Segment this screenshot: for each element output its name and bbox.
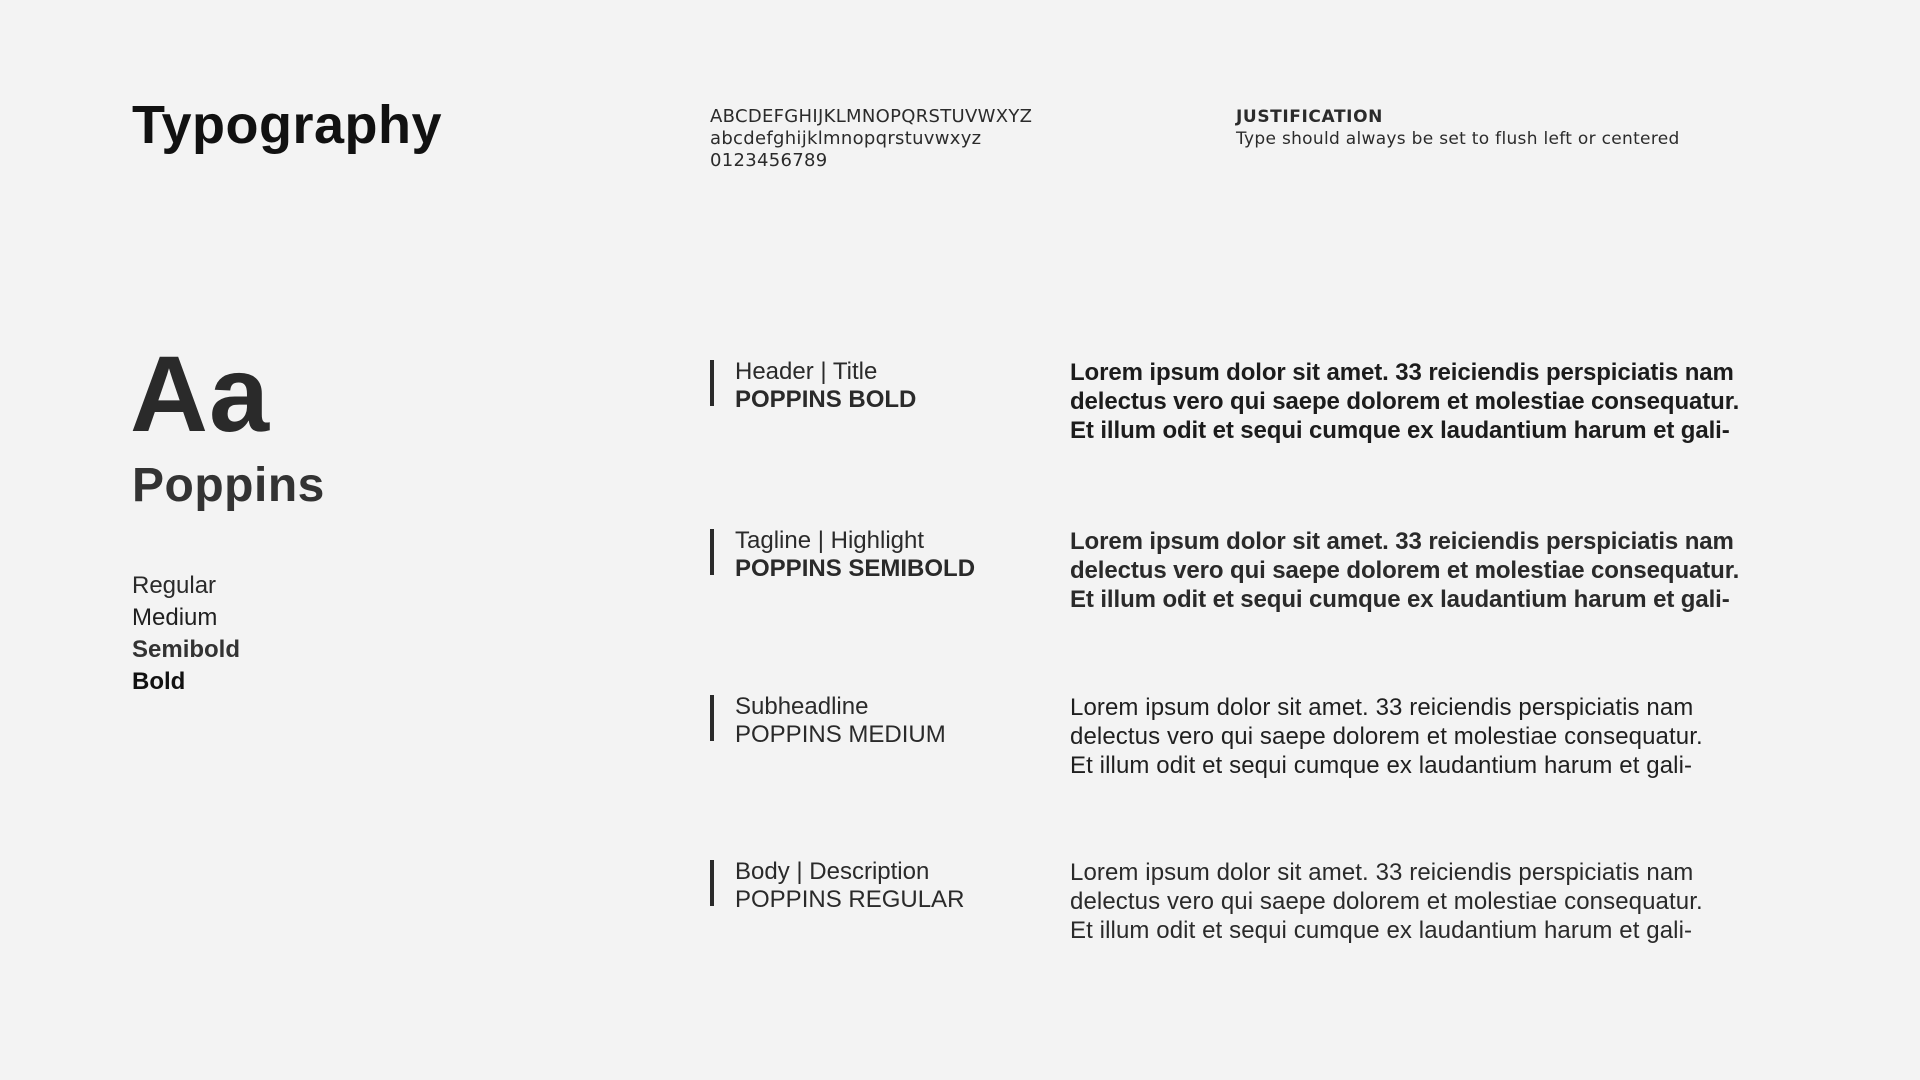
- weights-list: [132, 570, 240, 698]
- style-row-body: [710, 858, 1810, 958]
- accent-bar: [710, 860, 714, 906]
- style-name: Subheadline: [735, 693, 869, 720]
- weight-medium: Medium: [132, 604, 218, 631]
- accent-bar: [710, 529, 714, 575]
- specimen-glyphs: Aa: [130, 333, 271, 454]
- sample-line: delectus vero qui saepe dolorem et molestiae consequatur.: [1070, 723, 1703, 750]
- sample-line: Et illum odit et sequi cumque ex laudantium harum et gali-: [1070, 586, 1730, 613]
- style-name: Header | Title: [735, 358, 878, 385]
- style-sample: [1070, 527, 1790, 614]
- style-sample: [1070, 858, 1790, 945]
- sample-line: Lorem ipsum dolor sit amet. 33 reiciendis perspiciatis nam: [1070, 694, 1694, 721]
- style-label: [735, 527, 975, 583]
- charset-lowercase: abcdefghijklmnopqrstuvwxyz: [710, 128, 982, 149]
- page-title: Typography: [132, 95, 443, 155]
- sample-line: Lorem ipsum dolor sit amet. 33 reiciendis perspiciatis nam: [1070, 859, 1694, 886]
- font-family-name: Poppins: [132, 459, 325, 512]
- sample-line: delectus vero qui saepe dolorem et molestiae consequatur.: [1070, 888, 1703, 915]
- sample-line: Et illum odit et sequi cumque ex laudantium harum et gali-: [1070, 417, 1730, 444]
- style-font: POPPINS REGULAR: [735, 886, 965, 913]
- style-sample: [1070, 693, 1790, 780]
- style-font: POPPINS BOLD: [735, 386, 917, 413]
- weight-semibold: Semibold: [132, 636, 241, 663]
- sample-line: Lorem ipsum dolor sit amet. 33 reiciendis perspiciatis nam: [1070, 359, 1734, 386]
- sample-line: Et illum odit et sequi cumque ex laudantium harum et gali-: [1070, 917, 1693, 944]
- style-row-header: [710, 358, 1810, 458]
- weight-bold: Bold: [132, 668, 186, 695]
- justification-body: Type should always be set to flush left or centered: [1236, 129, 1680, 149]
- style-row-tagline: [710, 527, 1810, 627]
- weight-regular: Regular: [132, 572, 217, 599]
- accent-bar: [710, 360, 714, 406]
- style-font: POPPINS SEMIBOLD: [735, 555, 976, 582]
- sample-line: Lorem ipsum dolor sit amet. 33 reiciendis perspiciatis nam: [1070, 528, 1734, 555]
- sample-line: delectus vero qui saepe dolorem et molestiae consequatur.: [1070, 388, 1740, 415]
- style-sample: [1070, 358, 1790, 445]
- accent-bar: [710, 695, 714, 741]
- character-set: [710, 106, 1032, 172]
- style-name: Tagline | Highlight: [735, 527, 925, 554]
- justification-title: JUSTIFICATION: [1236, 107, 1383, 127]
- justification-note: [1236, 106, 1680, 150]
- style-row-subheadline: [710, 693, 1810, 793]
- charset-uppercase: ABCDEFGHIJKLMNOPQRSTUVWXYZ: [710, 106, 1033, 127]
- style-label: [735, 358, 916, 414]
- charset-digits: 0123456789: [710, 150, 828, 171]
- style-label: [735, 693, 946, 749]
- style-name: Body | Description: [735, 858, 930, 885]
- sample-line: delectus vero qui saepe dolorem et molestiae consequatur.: [1070, 557, 1740, 584]
- style-font: POPPINS MEDIUM: [735, 721, 946, 748]
- style-label: [735, 858, 964, 914]
- sample-line: Et illum odit et sequi cumque ex laudantium harum et gali-: [1070, 752, 1693, 779]
